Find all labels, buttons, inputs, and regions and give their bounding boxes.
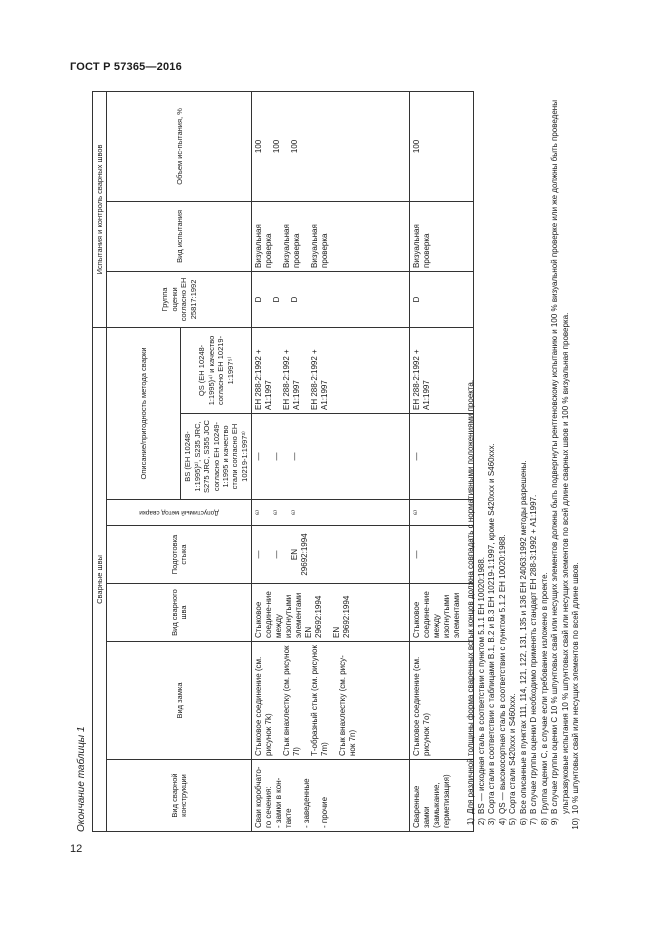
qs-cell: ЕН 288-2:1992 + А1:1997 xyxy=(410,327,474,413)
footnote: 9) В случае группы оценки С 10 % шпунтовых свай или несущих элементов должны быть подвергнуты рентгеновскому испытанию и 100 % визуальной проверке или же должны быть проведены ультразвуковые испытания 10 % шпунтовых свай или несущих элементов по всей длине сварных швов и 100 % визуальная проверка. xyxy=(550,100,570,826)
welds-group-header: Сварные швы xyxy=(93,327,107,831)
structure-cell: Сваренные замки (замыкание, герметизация) xyxy=(410,760,474,832)
header-joint: Вид замка xyxy=(107,642,252,760)
footnote: 7) В случае группы оценки D необходимо применять стандарт ЕН 288-3:1992 + А1:1997. xyxy=(529,494,538,826)
group-header-row xyxy=(93,91,107,831)
method-cell: ⁶⁾ ⁶⁾ ⁶⁾ xyxy=(252,500,410,526)
eval-group-cell: D D D xyxy=(252,271,410,327)
structure-cell: Сваи коробчато-го сечения: - замки в кон-такте - заведенные - прочие xyxy=(252,760,410,832)
joint-cell: Стыковое соединение (см. рисунок 7o) xyxy=(410,642,474,760)
weld-type-cell: Стыковое соедине-ние между изогнутыми элементами EN 29692:1994 EN 29692:1994 xyxy=(252,584,410,642)
table-caption: Окончание таблицы 1 xyxy=(76,726,87,832)
qs-cell: ЕН 288-2:1992 + А1:1997 ЕН 288-2:1992 + А1:1997 ЕН 288-2:1992 + А1:1997 xyxy=(252,327,410,413)
footnote: 8) Группа оценки С, в случае если требование изложено в проекте. xyxy=(539,572,549,826)
header-qs: QS (ЕН 10248-1:1995)⁴⁾ и качество согласно ЕН 10219-1:1997⁵⁾ xyxy=(181,327,252,413)
footnote: 6) Все описанные в пунктах 111, 114, 121, 122, 131, 135 и 136 ЕН 24063:1992 методы разрешены. xyxy=(518,460,528,826)
header-method: Допустимый метод сварки xyxy=(107,500,252,526)
preparation-cell: — xyxy=(410,526,474,584)
header-bs: BS (ЕН 10248-1:1995)²⁾, S235 JRC, S275 JRC, S355 JOC согласно ЕН 10249-1:1995 и качество стали согласно ЕН 10219-1:1997³⁾ xyxy=(181,414,252,500)
bs-cell: — — — xyxy=(252,414,410,500)
bs-cell: — xyxy=(410,414,474,500)
footnote: 1) Для различной толщины форма сваренных встык концов должна совпадать с нормативными положениями проекта. xyxy=(466,379,475,826)
table-row xyxy=(252,91,410,831)
header-volume: Объем ис-пытания, % xyxy=(107,91,252,201)
eval-group-cell: D xyxy=(410,271,474,327)
test-type-cell: Визуальная проверка Визуальная проверка Визуальная проверка xyxy=(252,201,410,271)
volume-cell: 100 100 100 xyxy=(252,91,410,201)
header-weld-type: Вид сварного шва xyxy=(107,584,252,642)
header-eval-group: Группа оценки согласно ЕН 25817:1992 xyxy=(107,271,252,327)
welding-table xyxy=(92,91,474,832)
header-preparation: Подготовка стыка xyxy=(107,526,252,584)
header-test-type: Вид испытания xyxy=(107,201,252,271)
joint-cell: Стыковое соединение (см. рисунок 7k) Стык внахлестку (см. рисунок 7l) Т-образный стык (см. рисунок 7m) Стык внахлестку (см. рису-нок 7n) xyxy=(252,642,410,760)
landscape-block xyxy=(70,92,610,832)
header-structure: Вид сварной конструкции xyxy=(107,760,252,832)
column-header-row xyxy=(107,91,181,831)
test-type-cell: Визуальная проверка xyxy=(410,201,474,271)
footnote: 10) 10 % шпунтовых свай или несущих элементов по всей длине швов. xyxy=(571,562,580,830)
footnote: 2) BS — исходная сталь в соответствии с пунктом 5.1.1 ЕН 10020:1988. xyxy=(476,556,486,826)
weld-type-cell: Стыковое соедине-ние между изогнутыми элементами xyxy=(410,584,474,642)
page-number: 12 xyxy=(70,843,83,855)
header-suitability: Описание/пригодность метода сварки xyxy=(107,327,181,499)
footnote: 5) Сорта стали S420xxx и S460xxx. xyxy=(508,693,517,826)
footnotes xyxy=(466,92,582,832)
footnote: 3) Сорта стали в соответствии с таблицами В.1, В.2 и В.3 ЕН 10219-1:1997, кроме S420xxx и S460xxx. xyxy=(487,443,496,826)
table-row xyxy=(410,91,474,831)
preparation-cell: — — EN 29692:1994 xyxy=(252,526,410,584)
volume-cell: 100 xyxy=(410,91,474,201)
footnote: 4) QS — высокосортная сталь в соответствии с пунктом 5.1.2 ЕН 10020:1988. xyxy=(497,534,507,826)
method-cell: ⁶⁾ xyxy=(410,500,474,526)
testing-group-header: Испытания и контроль сварных швов xyxy=(93,91,107,327)
document-header: ГОСТ Р 57365—2016 xyxy=(70,61,182,73)
